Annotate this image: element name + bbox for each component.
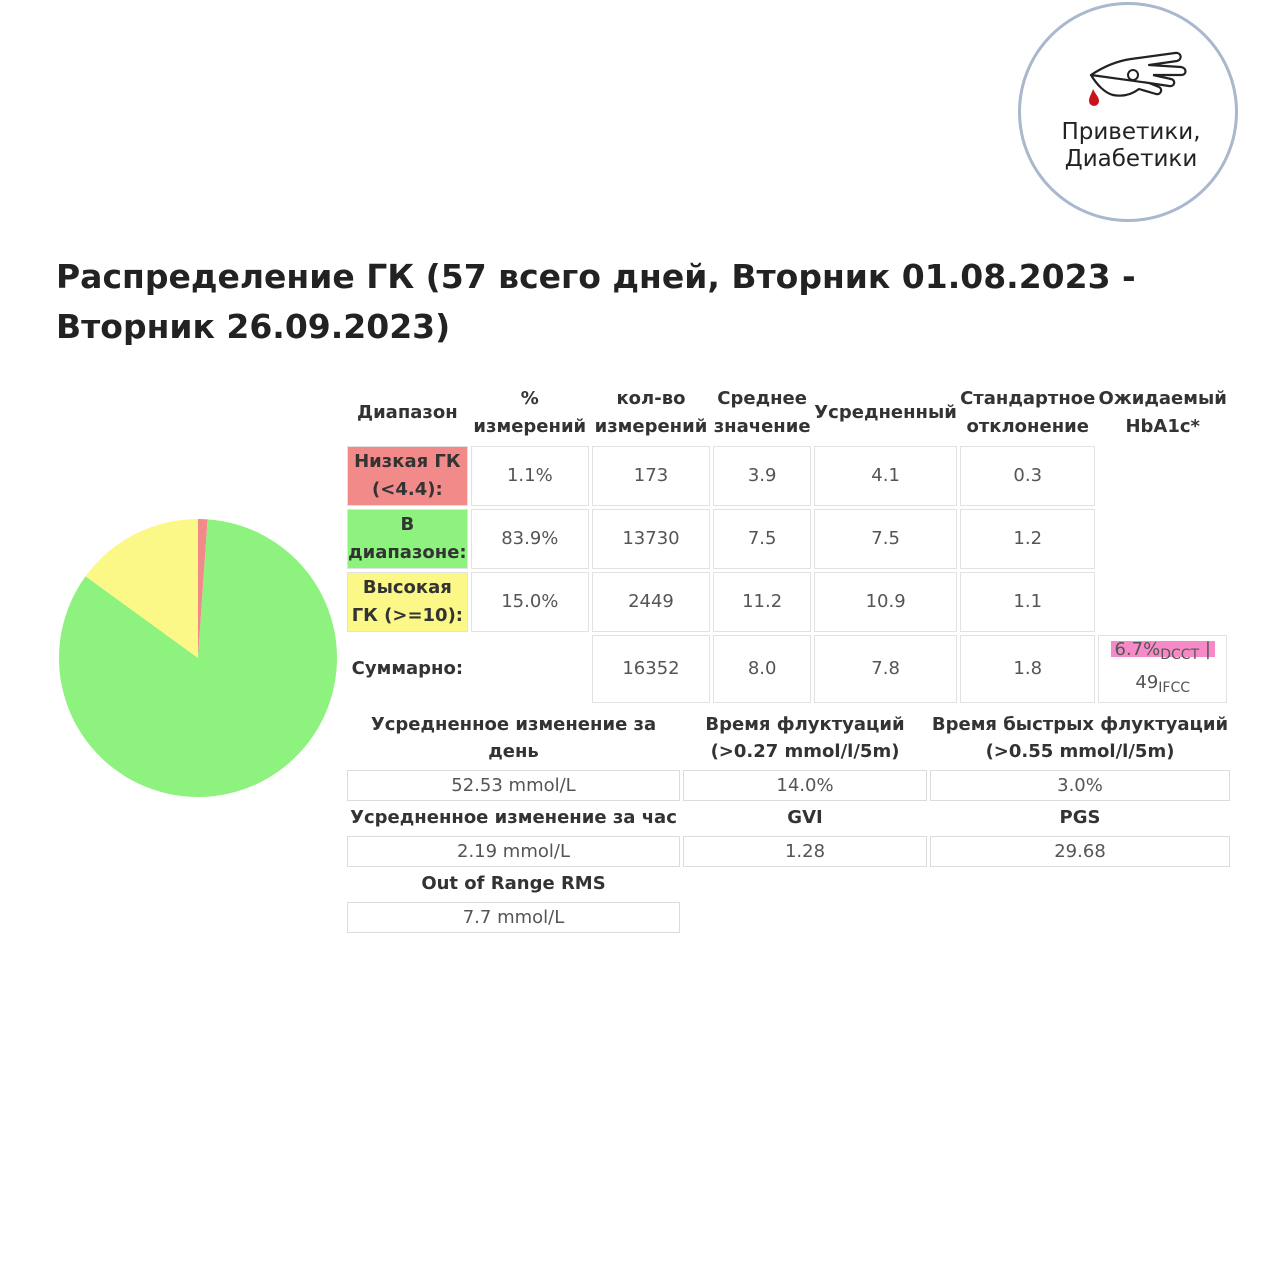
cell-median: 10.9 (814, 572, 957, 632)
fluct-label: Время флуктуаций (>0.27 mmol/l/5m) (705, 714, 905, 762)
header-stddev: Стандартное отклонение (960, 388, 1096, 437)
table-header-row (347, 383, 1227, 443)
table-row-total (347, 635, 1227, 703)
row-label-in-range: В диапазоне: (347, 509, 468, 569)
gvi-value: 1.28 (683, 836, 927, 867)
rms-label: Out of Range RMS (421, 873, 606, 894)
row-label-low: Низкая ГК (<4.4): (347, 446, 468, 506)
fast-fluct-label: Время быстрых флуктуаций (>0.55 mmol/l/5m) (931, 714, 1229, 762)
cell-empty (1098, 446, 1227, 506)
row-label-total: Суммарно: (351, 658, 464, 679)
cell-pct: 1.1% (471, 446, 589, 506)
header-median: Усредненный (814, 402, 957, 423)
fast-fluct-value: 3.0% (930, 770, 1230, 801)
logo-line-2: Диабетики (1064, 146, 1198, 172)
pgs-value: 29.68 (930, 836, 1230, 867)
header-percent: % измерений (473, 388, 587, 437)
hourly-change-value: 2.19 mmol/L (347, 836, 680, 867)
header-range: Диапазон (357, 402, 458, 423)
header-count: кол-во измерений (594, 388, 708, 437)
cell-median: 4.1 (814, 446, 957, 506)
cell-mean: 11.2 (713, 572, 811, 632)
cell-median: 7.5 (814, 509, 957, 569)
logo (1018, 2, 1238, 222)
daily-change-value: 52.53 mmol/L (347, 770, 680, 801)
table-row (347, 446, 1227, 506)
cell-count: 2449 (592, 572, 710, 632)
cell-pct: 15.0% (471, 572, 589, 632)
daily-change-label: Усредненное изменение за день (370, 714, 657, 762)
hba1c-separator: | (1204, 639, 1211, 660)
table-row (347, 509, 1227, 569)
cell-count: 16352 (592, 635, 710, 703)
hba1c-dcct: 6.7% (1114, 639, 1161, 660)
cell-sd: 0.3 (960, 446, 1095, 506)
cell-empty (471, 635, 589, 703)
hba1c-ifcc: 49 (1135, 672, 1159, 693)
hba1c-dcct-highlight (1111, 639, 1215, 663)
row-label-high: Высокая ГК (>=10): (347, 572, 468, 632)
fluct-value: 14.0% (683, 770, 927, 801)
hourly-change-label: Усредненное изменение за час (350, 807, 677, 828)
cell-sd: 1.1 (960, 572, 1095, 632)
cell-count: 173 (592, 446, 710, 506)
cell-sd: 1.8 (960, 635, 1095, 703)
pointing-hand-icon (1083, 45, 1203, 109)
distribution-pie-chart (58, 516, 338, 800)
logo-line-1: Приветики, (1061, 119, 1201, 145)
cell-empty (1098, 572, 1227, 632)
dcct-sub: DCCT (1160, 647, 1200, 663)
cell-hba1c (1098, 635, 1227, 703)
cell-median: 7.8 (814, 635, 957, 703)
gvi-label: GVI (787, 807, 823, 828)
cell-mean: 7.5 (713, 509, 811, 569)
ifcc-sub: IFCC (1158, 680, 1191, 696)
cell-mean: 3.9 (713, 446, 811, 506)
cell-count: 13730 (592, 509, 710, 569)
header-hba1c: Ожидаемый HbA1c* (1098, 388, 1227, 437)
variability-stats-table (344, 708, 1233, 936)
rms-value: 7.7 mmol/L (347, 902, 680, 933)
table-row (347, 572, 1227, 632)
header-mean: Среднее значение (713, 388, 811, 437)
cell-empty (1098, 509, 1227, 569)
cell-pct: 83.9% (471, 509, 589, 569)
page-title: Распределение ГК (57 всего дней, Вторник 01.08.2023 - Вторник 26.09.2023) (56, 257, 1136, 346)
cell-mean: 8.0 (713, 635, 811, 703)
cell-sd: 1.2 (960, 509, 1095, 569)
distribution-table (344, 380, 1230, 706)
pgs-label: PGS (1059, 807, 1101, 828)
